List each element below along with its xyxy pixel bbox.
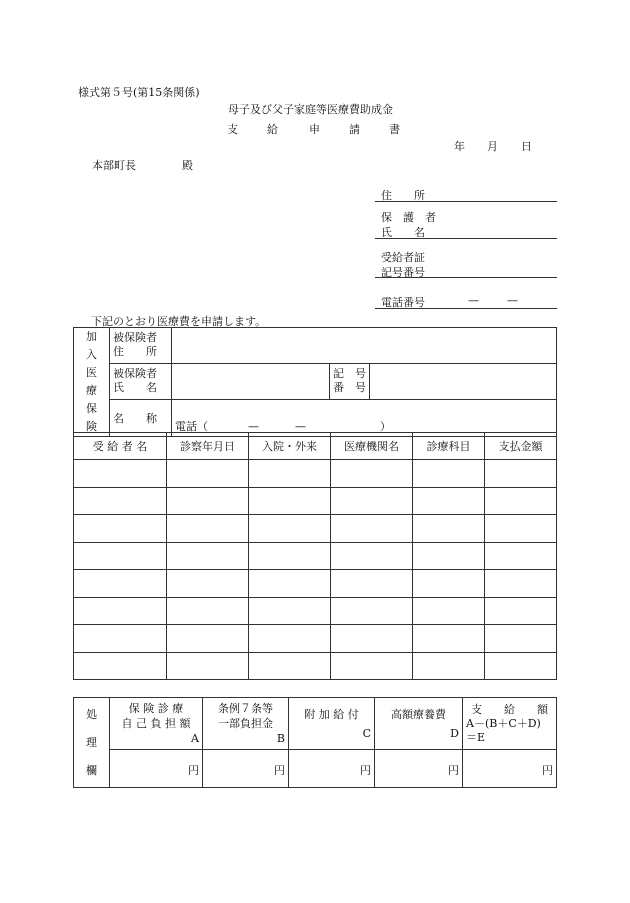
title-char-5: 書	[389, 123, 400, 136]
table-cell[interactable]	[74, 487, 167, 515]
table-row	[74, 460, 557, 488]
address-underline	[375, 201, 557, 202]
table-cell[interactable]	[249, 460, 331, 488]
insurance-side-label: 加 入 医 療 保 険	[74, 328, 110, 437]
table-cell[interactable]	[74, 542, 167, 570]
guardian-label-1: 保 護 者	[381, 211, 436, 224]
table-cell[interactable]	[249, 597, 331, 625]
request-text: 下記のとおり医療費を申請します。	[91, 315, 267, 328]
detail-table	[73, 432, 557, 680]
phone-dash-2: —	[507, 294, 518, 307]
table-row	[74, 487, 557, 515]
header-recipient: 受 給 者 名	[74, 433, 167, 460]
date-month: 月	[487, 140, 498, 153]
table-cell[interactable]	[167, 652, 249, 680]
detail-rows	[74, 460, 557, 680]
table-cell[interactable]	[413, 625, 485, 653]
table-cell[interactable]	[249, 487, 331, 515]
cert-underline	[375, 277, 557, 278]
insured-address-field[interactable]	[172, 328, 557, 364]
table-row	[74, 625, 557, 653]
phone-dash-1: —	[468, 294, 479, 307]
table-cell[interactable]	[249, 652, 331, 680]
table-cell[interactable]	[167, 597, 249, 625]
col-d-header: 高額療養費 D	[375, 698, 463, 750]
guardian-underline	[375, 238, 557, 239]
table-cell[interactable]	[331, 542, 413, 570]
table-cell[interactable]	[331, 652, 413, 680]
col-a-header: 保 険 診 療 自 己 負 担 額 A	[110, 698, 203, 750]
table-cell[interactable]	[74, 570, 167, 598]
amount-e[interactable]: 円	[463, 750, 557, 788]
amount-c[interactable]: 円	[289, 750, 375, 788]
table-row	[74, 652, 557, 680]
title-char-4: 請	[349, 123, 360, 136]
table-cell[interactable]	[167, 460, 249, 488]
header-amount: 支払金額	[485, 433, 557, 460]
phone-label: 電話番号	[381, 296, 425, 309]
table-cell[interactable]	[413, 597, 485, 625]
table-cell[interactable]	[249, 625, 331, 653]
title-line1: 母子及び父子家庭等医療費助成金	[228, 103, 393, 116]
table-cell[interactable]	[485, 460, 557, 488]
symbol-number-label: 記 号 番 号	[330, 363, 370, 399]
title-char-1: 支	[227, 123, 238, 136]
address-label: 住 所	[381, 189, 425, 202]
amount-d[interactable]: 円	[375, 750, 463, 788]
col-c-header: 附 加 給 付 C	[289, 698, 375, 750]
table-cell[interactable]	[74, 625, 167, 653]
processing-table	[73, 697, 557, 788]
table-cell[interactable]	[167, 542, 249, 570]
table-row	[74, 597, 557, 625]
date-year: 年	[454, 140, 465, 153]
symbol-number-field[interactable]	[370, 363, 557, 399]
honorific: 殿	[182, 159, 193, 172]
header-inout: 入院・外来	[249, 433, 331, 460]
table-cell[interactable]	[413, 542, 485, 570]
table-cell[interactable]	[74, 652, 167, 680]
date-day: 日	[521, 140, 532, 153]
table-cell[interactable]	[74, 460, 167, 488]
title-char-3: 申	[309, 123, 320, 136]
phone-underline	[375, 308, 557, 309]
table-cell[interactable]	[249, 515, 331, 543]
table-cell[interactable]	[413, 515, 485, 543]
table-row	[74, 515, 557, 543]
table-cell[interactable]	[485, 597, 557, 625]
table-cell[interactable]	[485, 625, 557, 653]
header-institution: 医療機関名	[331, 433, 413, 460]
table-cell[interactable]	[413, 487, 485, 515]
insured-address-label: 被保険者 住 所	[110, 328, 172, 364]
form-number: 様式第５号(第15条関係)	[78, 86, 200, 99]
table-row	[74, 570, 557, 598]
processing-side-label: 処 理 欄	[74, 698, 110, 788]
table-cell[interactable]	[485, 515, 557, 543]
table-cell[interactable]	[331, 597, 413, 625]
table-cell[interactable]	[485, 487, 557, 515]
header-visit-date: 診察年月日	[167, 433, 249, 460]
table-cell[interactable]	[74, 515, 167, 543]
insured-name-label: 被保険者 氏 名	[110, 363, 172, 399]
table-cell[interactable]	[413, 460, 485, 488]
table-cell[interactable]	[249, 542, 331, 570]
table-cell[interactable]	[249, 570, 331, 598]
table-cell[interactable]	[485, 542, 557, 570]
table-cell[interactable]	[413, 652, 485, 680]
table-cell[interactable]	[485, 652, 557, 680]
guardian-label-2: 氏 名	[381, 226, 425, 239]
table-cell[interactable]	[331, 625, 413, 653]
insurance-table	[73, 327, 557, 437]
header-department: 診療科目	[413, 433, 485, 460]
insurer-phone-field[interactable]: 電話（ — — ）	[172, 399, 557, 436]
amount-a[interactable]: 円	[110, 750, 203, 788]
table-cell[interactable]	[413, 570, 485, 598]
col-e-header: 支 給 額 A－(B＋C＋D) ＝E	[463, 698, 557, 750]
table-cell[interactable]	[331, 570, 413, 598]
table-cell[interactable]	[167, 487, 249, 515]
table-cell[interactable]	[167, 515, 249, 543]
table-cell[interactable]	[331, 515, 413, 543]
table-cell[interactable]	[74, 597, 167, 625]
amount-b[interactable]: 円	[203, 750, 289, 788]
table-cell[interactable]	[485, 570, 557, 598]
insurer-name-label: 名 称	[110, 399, 172, 436]
table-row	[74, 542, 557, 570]
table-cell[interactable]	[331, 460, 413, 488]
cert-label-1: 受給者証	[381, 251, 425, 264]
title-char-2: 給	[267, 123, 278, 136]
insured-name-field[interactable]	[172, 363, 330, 399]
table-cell[interactable]	[167, 625, 249, 653]
table-cell[interactable]	[331, 487, 413, 515]
cert-label-2: 記号番号	[381, 266, 425, 279]
col-b-header: 条例７条等 一部負担金 B	[203, 698, 289, 750]
table-cell[interactable]	[167, 570, 249, 598]
addressee: 本部町長	[92, 159, 136, 172]
